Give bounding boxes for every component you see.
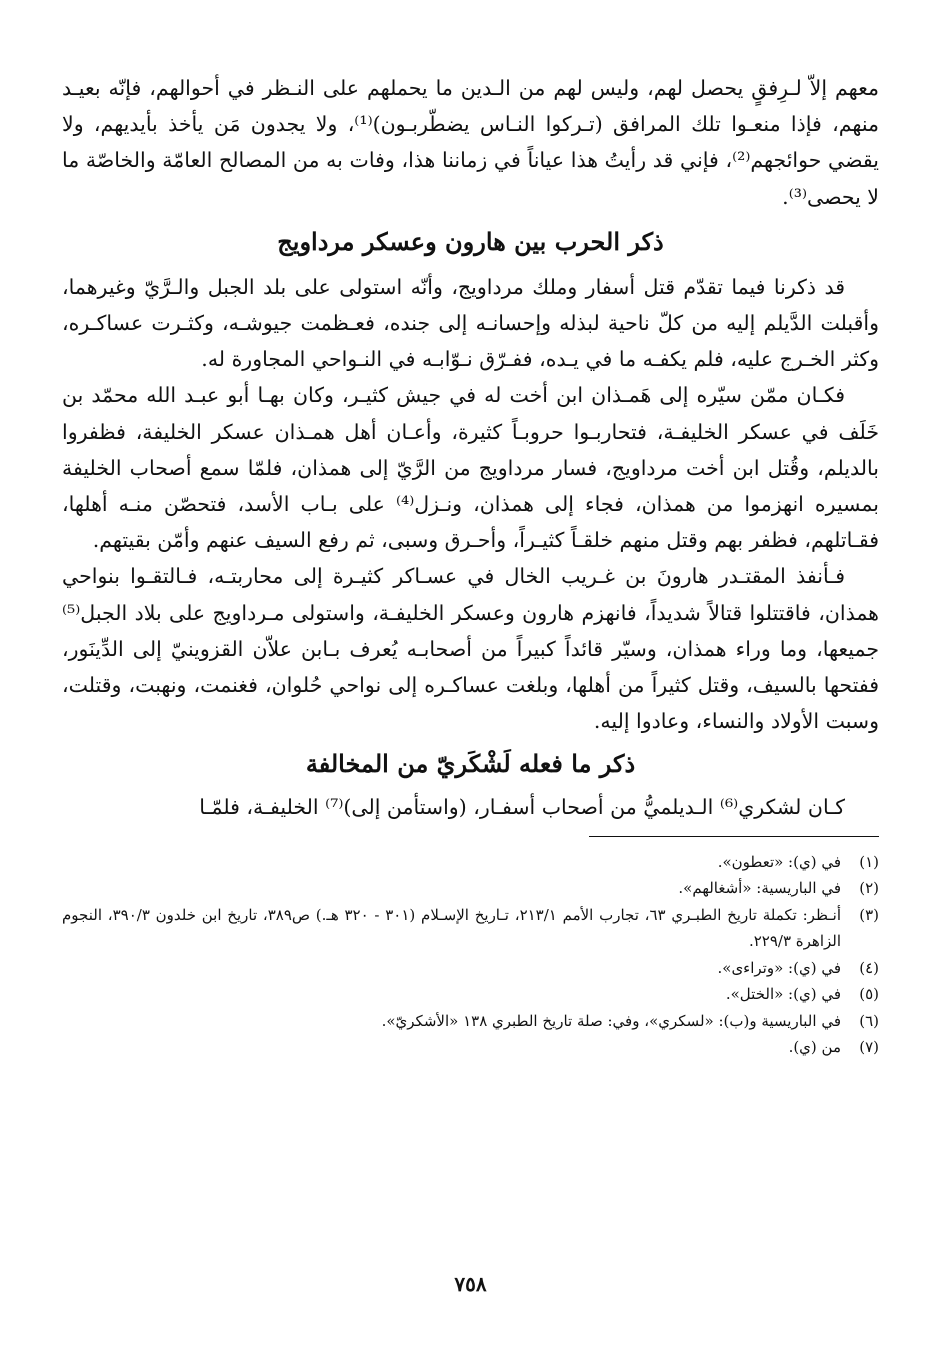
page (62, 70, 879, 1370)
footnote (62, 981, 879, 1008)
footnote-text: في (ي): «الختل». (725, 985, 841, 1004)
footnote-text: في الباريسية و(ب): «لسكري»، وفي: صلة تاريخ الطبري ١٣٨ «الأشكريّ». (381, 1011, 841, 1030)
footnote-number: (٢) (859, 879, 879, 898)
footnote-divider (589, 836, 879, 837)
paragraph-1: معهم إلاّ لـرِفقٍ يحصل لهم، وليس لهم من الـدين ما يحملهم على النـظر في أحوالهم، فإنّه بعيـد منهم، فإذا منعـوا تلك المرافق (تـركوا النـاس يضطّربـون)⁽¹⁾، ولا يجدون مَن يأخذ بأيديهم، ولا يقضي حوائجهم⁽²⁾، فإني قد رأيتُ هذا عياناً في زماننا هذا، وفات به من المصالح العامّة والخاصّة ما لا يحصى⁽³⁾. (62, 76, 879, 209)
paragraph-5: كـان لشكري⁽⁶⁾ الـديلميُّ من أصحاب أسفـار، (واستأمن إلى)⁽⁷⁾ الخليفـة، فلمّـا (199, 795, 845, 820)
page-number: ٧٥٨ (454, 1272, 487, 1296)
footnote-text: في (ي): «وتراءى». (717, 958, 841, 977)
section-heading-harun-war: ذكر الحرب بين هارون وعسكر مرداويج (277, 226, 664, 256)
footnote (62, 875, 879, 902)
footnote-text: في (ي): «تعطون». (717, 852, 841, 871)
footnote-number: (٤) (859, 958, 879, 977)
section-heading-lashkari: ذكر ما فعله لَشْكَريّ من المخالفة (305, 749, 636, 779)
paragraph-2: قد ذكرنا فيما تقدّم قتل أسفار وملك مرداويج، وأنّه استولى على بلد الجبل والـرَّيّ وغيرهما، وأقبلت الدَّيلم إليه من كلّ ناحية لبذله وإحسانـه إلى جنده، فعـظمت جيوشـه، وكثـرت عساكـره، وكثر الخـرج عليه، فلم يكفـه ما في يـده، ففـرّق نـوّابـه في النـواحي المجاورة له. (62, 274, 879, 372)
footnote-number: (٧) (859, 1038, 879, 1057)
paragraph-4: فـأنفذ المقتـدر هارونَ بن غـريب الخال في عسـاكر كثيـرة إلى محاربتـه، فـالتقـوا بنواحي همذان، فاقتتلوا قتالاً شديداً، فانهزم هارون وعسكر الخليفـة، واستولى مـرداويج على بلاد الجبل⁽⁵⁾ جميعها، وما وراء همذان، وسيّر قائداً كبيراً من أصحابـه يُعرف بـابن علاّن القزوينيّ إلى الدِّينَور، ففتحها بالسيف، وقتل كثيراً من أهلها، وبلغت عساكـره إلى نواحي حُلوان، فغنمت، ونهبت، وقتلت، وسبت الأولاد والنساء، وعادوا إليه. (62, 564, 879, 734)
footnote-text: في الباريسية: «أشغالهم». (678, 879, 841, 898)
footnote-text: من (ي). (788, 1038, 841, 1057)
footnote (62, 902, 879, 955)
paragraph-3: فكـان ممّن سيّره إلى هَمـذان ابن أخت له في جيش كثيـر، وكان بهـا أبو عبـد الله محمّد بن خَلَف في عسكر الخليفـة، فتحاربـوا حروبـاً كثيرة، وأعـان أهل همـذان عسكر الخليفة، فظفروا بالديلم، وقُتل ابن أخت مرداويج، فسار مرداويج من الرَّيّ إلى همذان، فلمّا سمع أصحاب الخليفة بمسيره انهزموا من همذان، فجاء إلى همذان، ونـزل⁽⁴⁾ على بـاب الأسد، فتحصّن منـه أهلها، فقـاتلهم، فظفر بهم وقتل منهم خلقـاً كثيـراً، وأحـرق وسبى، ثم رفع السيف عنهم وأمّن بقيتهم. (62, 383, 879, 553)
footnote-number: (١) (859, 852, 879, 871)
footnote-number: (٦) (859, 1011, 879, 1030)
footnote (62, 849, 879, 876)
footnote-number: (٥) (859, 985, 879, 1004)
footnote (62, 1008, 879, 1035)
footnote-text: أنـظر: تكملة تاريخ الطبـري ٦٣، تجارب الأمم ٢١٣/١، تـاريخ الإسـلام (٣٠١ - ٣٢٠ هـ.) ص٣٨٩، تاريخ ابن خلدون ٣٩٠/٣، النجوم الزاهرة ٢٢٩/٣. (62, 905, 841, 951)
footnotes-list (62, 849, 879, 1061)
footnote (62, 955, 879, 982)
footnote (62, 1034, 879, 1061)
footnote-number: (٣) (859, 905, 879, 924)
